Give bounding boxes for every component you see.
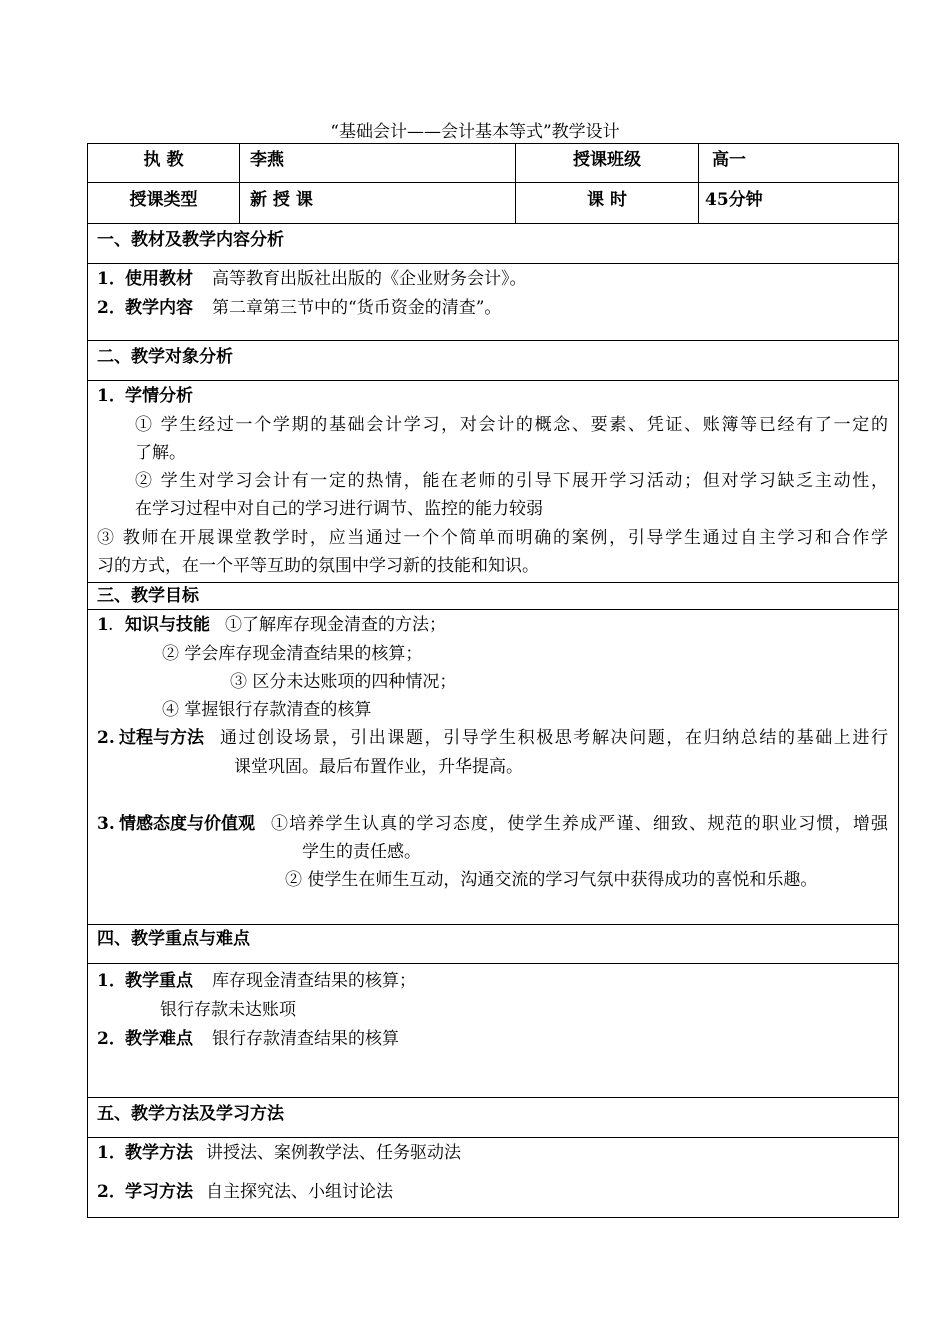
item-label: 使用教材 (125, 269, 193, 289)
item-text: 自主探究法、小组讨论法 (206, 1182, 393, 1202)
lesson-type-label: 授课类型 (129, 190, 198, 210)
item-label: 学习方法 (125, 1182, 193, 1202)
goal-item-3: ③ 区分未达账项的四种情况； (230, 672, 457, 692)
section-1-heading: 一、教材及教学内容分析 (97, 230, 284, 250)
item-text: 银行存款清查结果的核算 (212, 1029, 399, 1049)
item-number: 1． (97, 971, 126, 991)
analysis-point-2-line-2: 在学习过程中对自己的学习进行调节、监控的能力较弱 (135, 499, 543, 519)
item-number: 2． (97, 1029, 126, 1049)
item-text: 第二章第三节中的“货币资金的清查”。 (212, 298, 502, 318)
goal-text-line-1: 通过创设场景，引出课题，引导学生积极思考解决问题，在归纳总结的基础上进行 (220, 728, 888, 748)
goal-text-line-1: ①培养学生认真的学习态度，使学生养成严谨、细致、规范的职业习惯，增强 (271, 814, 888, 834)
section-2-heading: 二、教学对象分析 (97, 347, 233, 367)
goal-process-line-2: 课堂巩固。最后布置作业，升华提高。 (234, 757, 523, 777)
item-number: 2. (97, 728, 115, 748)
teacher-value: 李燕 (250, 150, 284, 170)
goal-item-2: ② 学会库存现金清查结果的核算； (162, 644, 423, 664)
key-point-line-2: 银行存款未达账项 (160, 1000, 296, 1020)
class-label: 授课班级 (573, 150, 641, 170)
lesson-type-value: 新 授 课 (250, 190, 313, 210)
period-value: 45分钟 (705, 190, 763, 210)
item-number: 2． (97, 1182, 126, 1202)
analysis-point-3-line-2: 习的方式，在一个平等互助的氛围中学习新的技能和知识。 (97, 556, 539, 576)
item-number: 2． (97, 298, 126, 318)
item-separator: . (108, 615, 114, 635)
teacher-label: 执 教 (143, 150, 184, 170)
item-label: 学情分析 (125, 386, 193, 406)
item-text: 库存现金清查结果的核算； (212, 971, 416, 991)
goal-item-4: ④ 掌握银行存款清查的核算 (162, 700, 372, 720)
analysis-point-1-line-2: 了解。 (135, 443, 186, 463)
section-4-heading: 四、教学重点与难点 (97, 929, 250, 949)
class-value: 高一 (712, 150, 746, 170)
item-number: 3. (97, 814, 115, 834)
analysis-point-1-line-1: ① 学生经过一个学期的基础会计学习，对会计的概念、要素、凭证、账簿等已经有了一定的 (135, 415, 888, 435)
document-title: “基础会计——会计基本等式”教学设计 (330, 122, 620, 142)
item-text: 讲授法、案例教学法、任务驱动法 (206, 1143, 461, 1163)
item-number: 1 (97, 615, 109, 635)
item-number: 1． (97, 1143, 126, 1163)
item-label: 知识与技能 (125, 615, 210, 635)
item-number: 1． (97, 386, 126, 406)
item-text: 高等教育出版社出版的《企业财务会计》。 (212, 269, 527, 289)
analysis-point-2-line-1: ② 学生对学习会计有一定的热情，能在老师的引导下展开学习活动；但对学习缺乏主动性， (135, 471, 888, 491)
goal-attitude-line-3: ② 使学生在师生互动，沟通交流的学习气氛中获得成功的喜悦和乐趣。 (285, 870, 818, 890)
analysis-point-3-line-1: ③ 教师在开展课堂教学时，应当通过一个个简单而明确的案例，引导学生通过自主学习和合作学 (97, 528, 888, 548)
period-label: 课 时 (587, 190, 627, 210)
goal-item-1: ①了解库存现金清查的方法； (225, 615, 446, 635)
item-label: 教学方法 (125, 1143, 193, 1163)
item-label: 过程与方法 (119, 728, 204, 748)
item-label: 教学难点 (125, 1029, 193, 1049)
item-label: 教学重点 (125, 971, 193, 991)
item-number: 1． (97, 269, 126, 289)
item-label: 教学内容 (125, 298, 193, 318)
item-label: 情感态度与价值观 (119, 814, 255, 834)
goal-attitude-line-2: 学生的责任感。 (302, 842, 421, 862)
section-3-heading: 三、教学目标 (97, 586, 199, 606)
section-5-heading: 五、教学方法及学习方法 (97, 1104, 284, 1124)
